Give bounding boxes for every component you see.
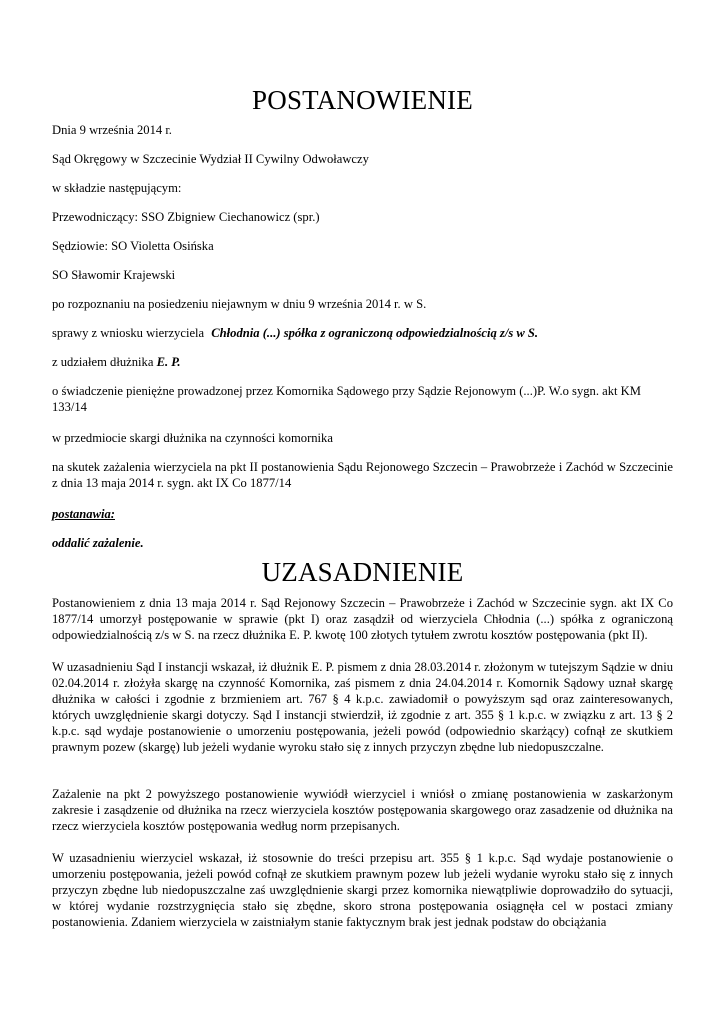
judges-line: Sędziowie: SO Violetta Osińska	[52, 239, 214, 253]
justification-paragraph-3: Zażalenie na pkt 2 powyższego postanowienie wywiódł wierzyciel i wniósł o zmianę postanowienia w zaskarżonym zakresie i zasądzenie od dłużnika na rzecz wierzyciela kosztów postępowania skargowego oraz zasadzenie od dłużnika na rzecz wierzyciela kosztów postępowania według norm przepisanych.	[52, 787, 673, 833]
decides-heading: postanawia:	[52, 507, 115, 521]
appeal-paragraph: na skutek zażalenia wierzyciela na pkt II postanowienia Sądu Rejonowego Szczecin – Prawobrzeże i Zachód w Szczecinie z dnia 13 maja 2014 r. sygn. akt IX Co 1877/14	[52, 460, 673, 490]
debtor-name: E. P.	[156, 355, 181, 369]
court-line: Sąd Okręgowy w Szczecinie Wydział II Cywilny Odwoławczy	[52, 152, 369, 166]
judge2-line: SO Sławomir Krajewski	[52, 268, 176, 282]
presiding-judge-line: Przewodniczący: SSO Zbigniew Ciechanowicz (spr.)	[52, 210, 320, 224]
debtor-line	[52, 354, 673, 370]
case-line	[52, 325, 673, 341]
debtor-prefix: z udziałem dłużnika	[52, 355, 154, 369]
date-line: Dnia 9 września 2014 r.	[52, 123, 172, 137]
justification-paragraph-4: W uzasadnieniu wierzyciel wskazał, iż stosownie do treści przepisu art. 355 § 1 k.p.c. Sąd wydaje postanowienie o umorzeniu postępowania, jeżeli powód cofnął ze skutkiem prawnym pozew lub jeżeli wydanie wyroku stało się z innych przyczyn zbędne lub niedopuszczalne zaś uwzględnienie skargi przez komornika niewątpliwie doprowadziło do sytuacji, w której wydanie rozstrzygnięcia stało się zbędne, skoro strona postępowania osiągnęła cel w postaci zmiany postanowienia. Zdaniem wierzyciela w zaistniałym stanie faktycznym brak jest jednak podstaw do obciążania	[52, 851, 673, 929]
creditor-name: Chłodnia (...) spółka z ograniczoną odpowiedzialnością z/s w S.	[211, 326, 539, 340]
claim-line: o świadczenie pieniężne prowadzonej przez Komornika Sądowego przy Sądzie Rejonowym (...)P. W.o sygn. akt KM 133/14	[52, 384, 641, 414]
composition-line: w składzie następującym:	[52, 181, 182, 195]
decision-line: oddalić zażalenie.	[52, 536, 144, 550]
justification-paragraph-1: Postanowieniem z dnia 13 maja 2014 r. Sąd Rejonowy Szczecin – Prawobrzeże i Zachód w Szczecinie sygn. akt IX Co 1877/14 umorzył postępowanie w sprawie (pkt I) oraz zasądził od wierzyciela Chłodnia (...) spółka z ograniczoną odpowiedzialnością z/s w S. na rzecz dłużnika E. P. kwotę 100 złotych tytułem zwrotu kosztów postępowania (pkt II).	[52, 596, 673, 642]
justification-paragraph-2: W uzasadnieniu Sąd I instancji wskazał, iż dłużnik E. P. pismem z dnia 28.03.2014 r. złożonym w tutejszym Sądzie w dniu 02.04.2014 r. złożyła skargę na czynność Komornika, zaś pismem z dnia 24.04.2014 r. Komornik Sądowy uznał skargę dłużnika w całości i zgodnie z brzmieniem art. 767 § 4 k.p.c. zawiadomił o powyższym sąd oraz zainteresowanych, których uwzględnienie skargi dotyczy. Sąd I instancji stwierdził, iż zgodnie z art. 355 § 1 k.p.c. w związku z art. 13 § 2 k.p.c. sąd wydaje postanowienie o umorzeniu postępowania, jeżeli powód (odpowiednio skarżący) cofnął ze skutkiem prawnym pozew (skargę) lub jeżeli wydanie wyroku stało się z innych przyczyn zbędne lub niedopuszczalne.	[52, 660, 673, 754]
justification-title: UZASADNIENIE	[261, 557, 464, 587]
document-title: POSTANOWIENIE	[252, 85, 473, 115]
case-prefix: sprawy z wniosku wierzyciela	[52, 326, 205, 340]
subject-line: w przedmiocie skargi dłużnika na czynności komornika	[52, 431, 333, 445]
hearing-line: po rozpoznaniu na posiedzeniu niejawnym w dniu 9 września 2014 r. w S.	[52, 297, 427, 311]
